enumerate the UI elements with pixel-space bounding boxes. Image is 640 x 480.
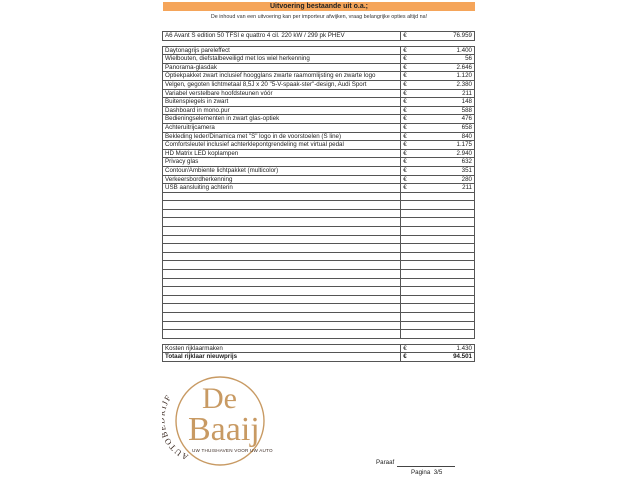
model-section <box>163 32 475 47</box>
option-row <box>163 46 475 55</box>
option-row <box>163 115 475 124</box>
totals-section <box>163 338 475 361</box>
options-section <box>163 46 475 192</box>
empty-row <box>163 261 475 270</box>
model-price: 76.959 <box>415 32 474 41</box>
empty-row <box>163 235 475 244</box>
currency-symbol: € <box>401 166 416 175</box>
option-row <box>163 132 475 141</box>
currency-symbol: € <box>401 46 416 55</box>
price-table <box>162 31 475 362</box>
option-row <box>163 166 475 175</box>
empty-row <box>163 209 475 218</box>
currency-symbol: € <box>401 72 416 81</box>
currency-symbol: € <box>401 32 416 41</box>
option-description: Panorama-glasdak <box>163 63 401 72</box>
empty-row <box>163 330 475 339</box>
currency-symbol: € <box>401 115 416 124</box>
company-logo-graphic <box>162 372 282 470</box>
total-price: 94.501 <box>415 353 474 362</box>
empty-row <box>163 304 475 313</box>
empty-row <box>163 192 475 201</box>
option-description: Optiekpakket zwart inclusief hoogglans zwarte raamomlijsting en zwarte logo <box>163 72 401 81</box>
empty-row <box>163 244 475 253</box>
empty-row <box>163 227 475 236</box>
option-price: 2.646 <box>415 63 474 72</box>
page-number: 3/5 <box>433 469 443 476</box>
option-price: 658 <box>415 123 474 132</box>
currency-symbol: € <box>401 184 416 193</box>
option-description: Wielbouten, diefstalbeveiligd met los wiel herkenning <box>163 55 401 64</box>
currency-symbol: € <box>401 141 416 150</box>
currency-symbol: € <box>401 123 416 132</box>
empty-row <box>163 295 475 304</box>
currency-symbol: € <box>401 80 416 89</box>
option-row <box>163 106 475 115</box>
logo-brand-top: De <box>202 382 237 415</box>
option-price: 211 <box>415 89 474 98</box>
empty-row <box>163 321 475 330</box>
option-row <box>163 63 475 72</box>
paraaf-signature-line <box>397 466 455 467</box>
option-price: 1.400 <box>415 46 474 55</box>
option-description: Achteruitrijcamera <box>163 123 401 132</box>
empty-row <box>163 201 475 210</box>
option-price: 1.175 <box>415 141 474 150</box>
delivery-cost-price: 1.430 <box>415 344 474 353</box>
option-price: 2.380 <box>415 80 474 89</box>
option-row <box>163 80 475 89</box>
currency-symbol: € <box>401 132 416 141</box>
header-banner: Uitvoering bestaande uit o.a.; <box>163 2 475 11</box>
option-price: 840 <box>415 132 474 141</box>
currency-symbol: € <box>401 353 416 362</box>
option-description: USB aansluiting achterin <box>163 184 401 193</box>
option-row <box>163 55 475 64</box>
option-description: Privacy glas <box>163 158 401 167</box>
option-description: Contour/Ambiente lichtpakket (multicolor) <box>163 166 401 175</box>
option-description: Daytonagrijs pareleffect <box>163 46 401 55</box>
option-description: Verkeersbordherkenning <box>163 175 401 184</box>
header-subtitle: De inhoud van een uitvoering kan per importeur afwijken, vraag belangrijke opties altijd na! <box>210 14 428 20</box>
delivery-cost-row <box>163 344 475 353</box>
empty-rows-section <box>163 192 475 338</box>
currency-symbol: € <box>401 344 416 353</box>
page-indicator <box>411 469 471 477</box>
option-description: Bedieningselementen in zwart glas-optiek <box>163 115 401 124</box>
empty-row <box>163 270 475 279</box>
option-row <box>163 89 475 98</box>
currency-symbol: € <box>401 175 416 184</box>
logo-side-text: AUTO F <box>162 392 190 463</box>
total-row <box>163 353 475 362</box>
option-row <box>163 141 475 150</box>
empty-row <box>163 252 475 261</box>
option-row <box>163 158 475 167</box>
option-description: Comfortsleutel inclusief achterklepontgrendeling met virtual pedal <box>163 141 401 150</box>
option-row <box>163 123 475 132</box>
option-price: 280 <box>415 175 474 184</box>
model-description: A6 Avant S edition 50 TFSI e quattro 4 cil. 220 kW / 299 pk PHEV <box>163 32 401 41</box>
paraaf-label: Paraaf <box>376 459 395 466</box>
currency-symbol: € <box>401 55 416 64</box>
option-price: 148 <box>415 98 474 107</box>
company-logo <box>162 372 282 470</box>
currency-symbol: € <box>401 149 416 158</box>
empty-row <box>163 287 475 296</box>
delivery-cost-label: Kosten rijklaarmaken <box>163 344 401 353</box>
option-price: 588 <box>415 106 474 115</box>
option-row <box>163 72 475 81</box>
option-row <box>163 98 475 107</box>
option-description: HD Matrix LED koplampen <box>163 149 401 158</box>
option-price: 2.940 <box>415 149 474 158</box>
price-sheet <box>162 31 475 362</box>
option-price: 56 <box>415 55 474 64</box>
option-price: 632 <box>415 158 474 167</box>
option-description: Buitenspiegels in zwart <box>163 98 401 107</box>
option-description: Variabel verstelbare hoofdsteunen vóór <box>163 89 401 98</box>
option-row <box>163 175 475 184</box>
option-price: 351 <box>415 166 474 175</box>
currency-symbol: € <box>401 89 416 98</box>
currency-symbol: € <box>401 63 416 72</box>
empty-row <box>163 313 475 322</box>
empty-row <box>163 278 475 287</box>
option-row <box>163 149 475 158</box>
logo-brand-bottom: Baaij <box>188 411 260 448</box>
total-label: Totaal rijklaar nieuwprijs <box>163 353 401 362</box>
option-description: Dashboard in mono.pur <box>163 106 401 115</box>
option-row <box>163 184 475 193</box>
logo-tagline: UW THUISHAVEN VOOR UW AUTO <box>192 448 273 453</box>
option-description: Velgen, gegoten lichtmetaal 8,5J x 20 "5-V-spaak-ster"-design, Audi Sport <box>163 80 401 89</box>
page-label: Pagina <box>411 469 431 476</box>
currency-symbol: € <box>401 98 416 107</box>
option-price: 1.120 <box>415 72 474 81</box>
currency-symbol: € <box>401 158 416 167</box>
empty-row <box>163 218 475 227</box>
model-row <box>163 32 475 41</box>
currency-symbol: € <box>401 106 416 115</box>
option-price: 211 <box>415 184 474 193</box>
option-description: Bekleding leder/Dinamica met "S" logo in de voorstoelen (S line) <box>163 132 401 141</box>
option-price: 476 <box>415 115 474 124</box>
